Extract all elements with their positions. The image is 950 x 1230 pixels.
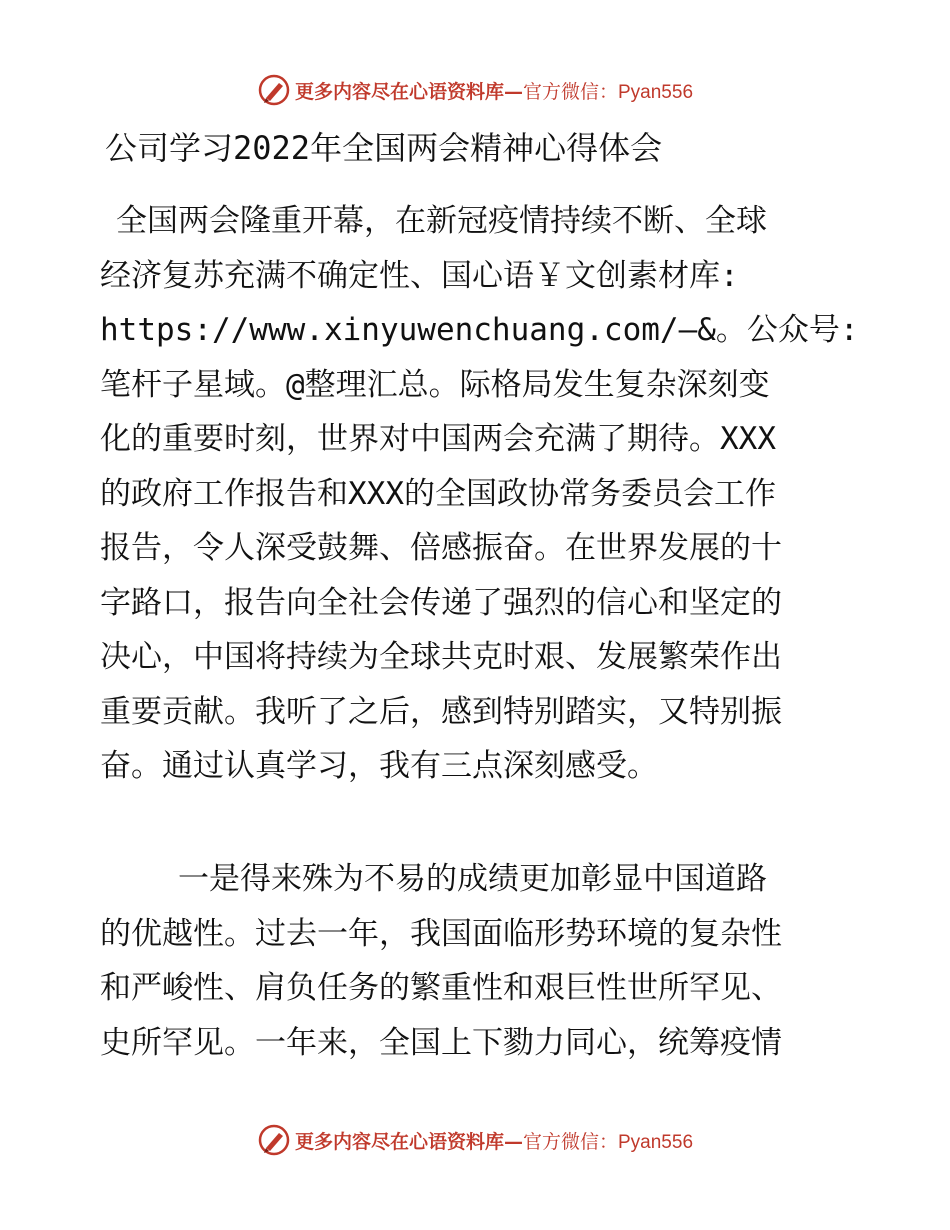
text-line: 笔杆子星域。@整理汇总。际格局发生复杂深刻变: [100, 366, 770, 403]
text-line: 和严峻性、肩负任务的繁重性和艰巨性世所罕见、: [100, 970, 782, 1006]
text-line: 全国两会隆重开幕，在新冠疫情持续不断、全球: [116, 203, 767, 239]
banner-wechat-label: 官方微信：: [522, 80, 618, 103]
banner-wechat-id: Pyan556: [618, 1131, 694, 1153]
banner-wechat-id: Pyan556: [618, 81, 694, 103]
banner-text: [295, 77, 693, 104]
footer-banner: [0, 1120, 950, 1160]
text-line: 化的重要时刻，世界对中国两会充满了期待。XXX: [100, 421, 776, 457]
document-title: 公司学习2022年全国两会精神心得体会: [105, 129, 663, 167]
banner-slogan: 更多内容尽在心语资料库—: [294, 1130, 523, 1153]
text-line: 决心，中国将持续为全球共克时艰、发展繁荣作出: [100, 639, 782, 675]
text-line: https://www.xinyuwenchuang.com/—&。公众号:: [100, 312, 859, 348]
text-line: 经济复苏充满不确定性、国心语￥文创素材库:: [100, 257, 739, 294]
text-line: 报告，令人深受鼓舞、倍感振奋。在世界发展的十: [100, 530, 782, 566]
paragraph-2: [100, 852, 860, 1070]
text-line: 字路口，报告向全社会传递了强烈的信心和坚定的: [100, 584, 782, 621]
text-line: 的政府工作报告和XXX的全国政协常务委员会工作: [100, 475, 776, 512]
pen-logo-icon: [257, 1123, 291, 1157]
paragraph-1: [100, 194, 860, 794]
banner-text: [295, 1127, 693, 1154]
text-line: 奋。通过认真学习，我有三点深刻感受。: [100, 748, 658, 784]
header-banner: [0, 70, 950, 110]
pen-logo-icon: [257, 73, 291, 107]
text-line: 的优越性。过去一年，我国面临形势环境的复杂性: [100, 915, 782, 952]
text-line: 重要贡献。我听了之后，感到特别踏实，又特别振: [100, 693, 782, 730]
text-line: 一是得来殊为不易的成绩更加彰显中国道路: [178, 861, 767, 897]
banner-slogan: 更多内容尽在心语资料库—: [294, 80, 523, 103]
banner-wechat-label: 官方微信：: [522, 1130, 618, 1153]
text-line: 史所罕见。一年来，全国上下勠力同心，统筹疫情: [100, 1024, 782, 1061]
